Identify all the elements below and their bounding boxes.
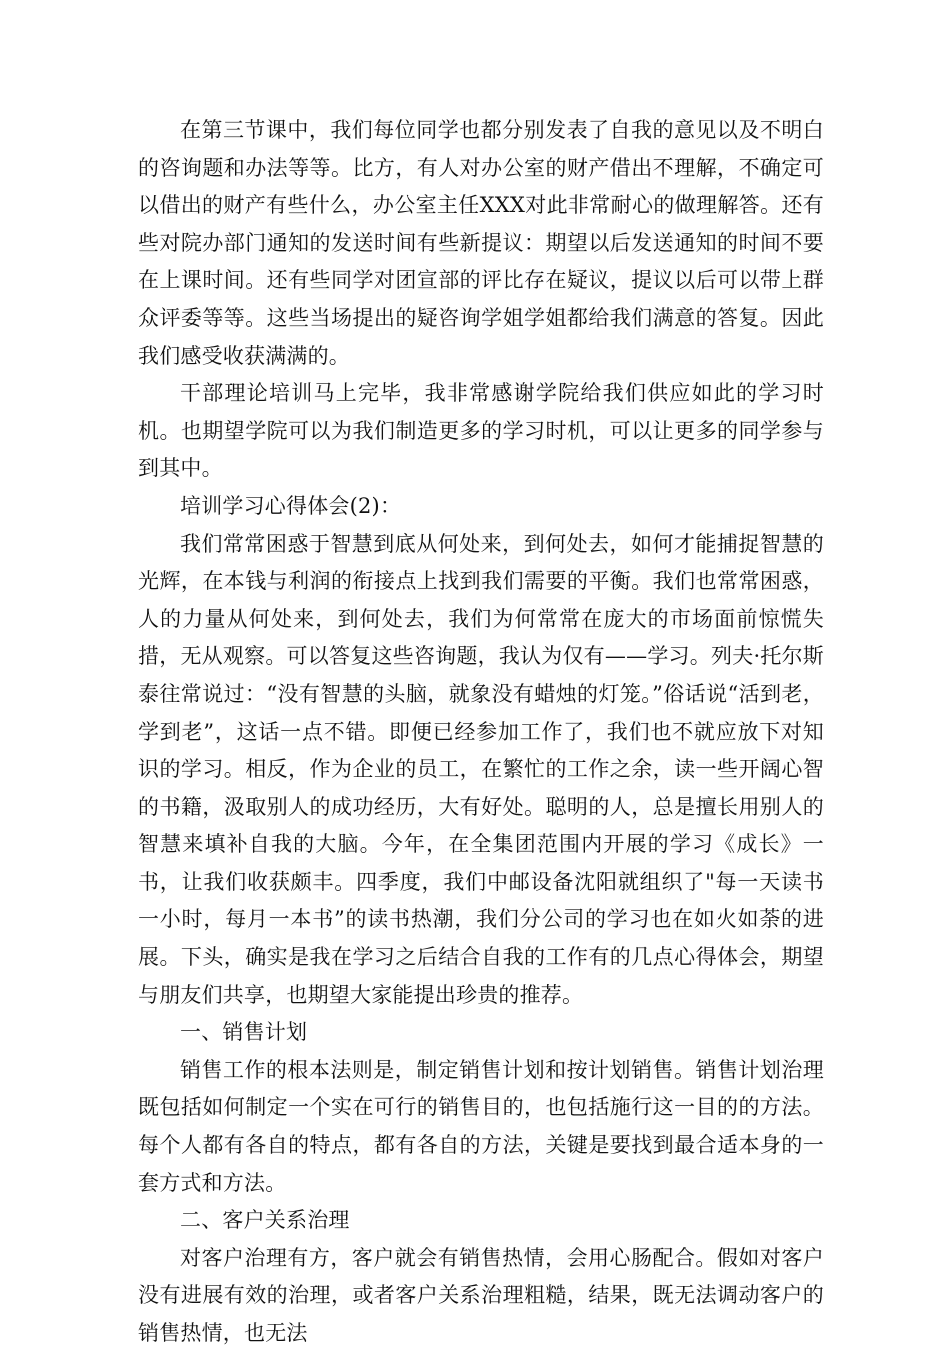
- paragraph-training-thanks: 干部理论培训马上完毕，我非常感谢学院给我们供应如此的学习时机。也期望学院可以为我们制造更多的学习时机，可以让更多的同学参与到其中。: [138, 381, 824, 481]
- heading-sales-plan: 一、销售计划: [180, 1020, 308, 1045]
- paragraph-customer-relationship: 对客户治理有方，客户就会有销售热情，会用心肠配合。假如对客户没有进展有效的治理，或者客户关系治理粗糙，结果，既无法调动客户的销售热情，也无法: [138, 1245, 824, 1345]
- paragraph-class-feedback: 在第三节课中，我们每位同学也都分别发表了自我的意见以及不明白的咨询题和办法等等。比方，有人对办公室的财产借出不理解，不确定可以借出的财产有些什么，办公室主任XXX对此非常耐心的做理解答。还有些对院办部门通知的发送时间有些新提议：期望以后发送通知的时间不要在上课时间。还有些同学对团宣部的评比存在疑议，提议以后可以带上群众评委等等。这些当场提出的疑咨询学姐学姐都给我们满意的答复。因此我们感受收获满满的。: [138, 118, 824, 368]
- paragraph-sales-plan: 销售工作的根本法则是，制定销售计划和按计划销售。销售计划治理既包括如何制定一个实在可行的销售目的，也包括施行这一目的的方法。每个人都有各自的特点，都有各自的方法，关键是要找到最合适本身的一套方式和方法。: [138, 1057, 824, 1195]
- heading-customer-relationship: 二、客户关系治理: [180, 1208, 350, 1233]
- document-body: [138, 112, 824, 1353]
- section-title-training-notes-2: 培训学习心得体会(2)：: [180, 493, 402, 518]
- paragraph-learning-wisdom: 我们常常困惑于智慧到底从何处来，到何处去，如何才能捕捉智慧的光辉，在本钱与利润的衔接点上找到我们需要的平衡。我们也常常困惑，人的力量从何处来，到何处去，我们为何常常在庞大的市场面前惊慌失措，无从观察。可以答复这些咨询题，我认为仅有——学习。列夫·托尔斯泰往常说过：“没有智慧的头脑，就象没有蜡烛的灯笼。”俗话说“活到老，学到老”，这话一点不错。即便已经参加工作了，我们也不就应放下对知识的学习。相反，作为企业的员工，在繁忙的工作之余，读一些开阔心智的书籍，汲取别人的成功经历，大有好处。聪明的人，总是擅长用别人的智慧来填补自我的大脑。今年，在全集团范围内开展的学习《成长》一书，让我们收获颇丰。四季度，我们中邮设备沈阳就组织了"每一天读书一小时，每月一本书”的读书热潮，我们分公司的学习也在如火如荼的进展。下头，确实是我在学习之后结合自我的工作有的几点心得体会，期望与朋友们共享，也期望大家能提出珍贵的推荐。: [138, 531, 824, 1007]
